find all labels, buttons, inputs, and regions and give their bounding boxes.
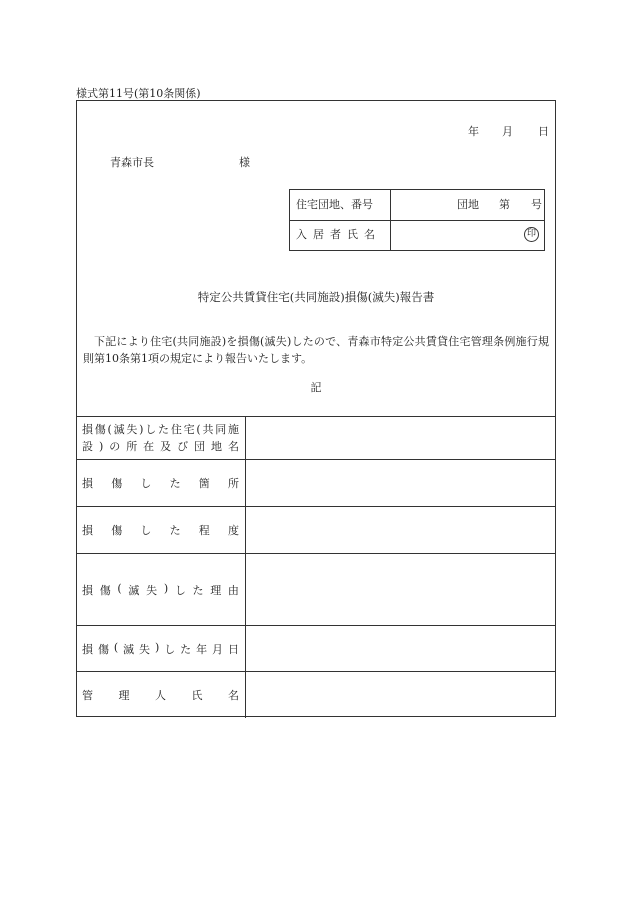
date-day-label: 日: [538, 125, 549, 138]
label-char: た: [180, 642, 192, 656]
label-char: 理: [118, 689, 130, 702]
damage-reason-field[interactable]: [246, 554, 556, 625]
label-char: 日: [227, 642, 239, 656]
label-char: 滅: [123, 642, 135, 656]
damage-date-field[interactable]: [246, 626, 556, 671]
label-char: し: [140, 477, 152, 490]
date-line: [467, 123, 549, 139]
table-row: [76, 672, 556, 718]
label-char: 名: [228, 689, 239, 702]
damage-reason-label: [76, 554, 246, 625]
location-label-line2: 設)の所在及び団地名: [82, 440, 239, 453]
manager-name-field[interactable]: [246, 672, 556, 718]
label-char: 失: [146, 583, 158, 597]
label-char: し: [174, 583, 186, 597]
label-char: 損: [82, 583, 93, 597]
manager-name-text: [82, 687, 239, 703]
damage-date-text: [82, 641, 239, 657]
damage-reason-text: [82, 582, 239, 598]
table-row: [76, 417, 556, 460]
label-char: 傷: [111, 477, 123, 490]
label-char: 人: [155, 689, 166, 702]
label-char: た: [192, 583, 204, 597]
label-char: 損: [82, 642, 93, 656]
label-char: 滅: [128, 583, 140, 597]
label-char: 年: [196, 642, 208, 656]
damage-degree-label: [76, 507, 246, 553]
label-char: 度: [227, 524, 239, 537]
resident-name-row: [290, 220, 544, 250]
date-month-label: 月: [502, 125, 513, 138]
table-row: [76, 507, 556, 554]
label-char: (: [113, 640, 119, 654]
resident-table: [289, 189, 545, 251]
date-year-label: 年: [468, 125, 479, 138]
form-number: 様式第11号(第10条関係): [76, 87, 201, 100]
label-char: た: [169, 477, 181, 490]
label-char: し: [140, 524, 152, 537]
damage-date-label: [76, 626, 246, 671]
damage-degree-text: [82, 522, 239, 538]
location-label: [76, 417, 246, 459]
damaged-part-label: [76, 460, 246, 506]
label-char: 箇: [198, 477, 210, 490]
resident-name-field[interactable]: [391, 220, 544, 250]
addressee: 青森市長: [110, 156, 154, 169]
label-char: 月: [212, 642, 224, 656]
label-char: 損: [82, 477, 93, 490]
damaged-part-field[interactable]: [246, 460, 556, 506]
table-row: [76, 460, 556, 507]
label-char: ): [163, 581, 169, 595]
location-label-line1: 損傷(滅失)した住宅(共同施: [82, 423, 239, 436]
label-char: 失: [139, 642, 151, 656]
table-row: [76, 626, 556, 672]
label-char: し: [164, 642, 176, 656]
damaged-part-text: [82, 475, 239, 491]
resident-address-row: [290, 190, 544, 221]
label-char: 由: [227, 583, 239, 597]
label-char: 氏: [191, 689, 203, 702]
seal-icon: 印: [524, 227, 539, 242]
manager-name-label: [76, 672, 246, 718]
ki-heading: 記: [310, 381, 322, 394]
label-char: (: [117, 581, 122, 595]
label-char: 傷: [111, 524, 123, 537]
damage-degree-field[interactable]: [246, 507, 556, 553]
label-char: 管: [82, 689, 93, 702]
label-char: 傷: [97, 642, 109, 656]
form-frame: [76, 100, 556, 717]
resident-name-label: 入居者氏名: [290, 220, 391, 250]
table-row: [76, 554, 556, 626]
honorific: 様: [239, 156, 250, 169]
label-char: 理: [210, 583, 222, 597]
label-char: 所: [227, 477, 239, 490]
go-label: 号: [531, 198, 542, 211]
label-char: ): [154, 640, 160, 654]
resident-address-field[interactable]: [391, 190, 544, 220]
label-char: た: [169, 524, 181, 537]
danchi-label: 団地: [457, 198, 479, 211]
label-char: 傷: [99, 583, 111, 597]
document-body: 下記により住宅(共同施設)を損傷(滅失)したので、青森市特定公共賃貸住宅管理条例施行規則第10条第1項の規定により報告いたします。: [83, 335, 549, 365]
location-field[interactable]: [246, 417, 556, 459]
label-char: 程: [198, 524, 210, 537]
document-title: 特定公共賃貸住宅(共同施設)損傷(滅失)報告書: [197, 290, 435, 304]
detail-table: [76, 416, 556, 718]
label-char: 損: [82, 524, 93, 537]
dai-label: 第: [499, 198, 510, 211]
resident-address-label: 住宅団地、番号: [290, 190, 391, 220]
